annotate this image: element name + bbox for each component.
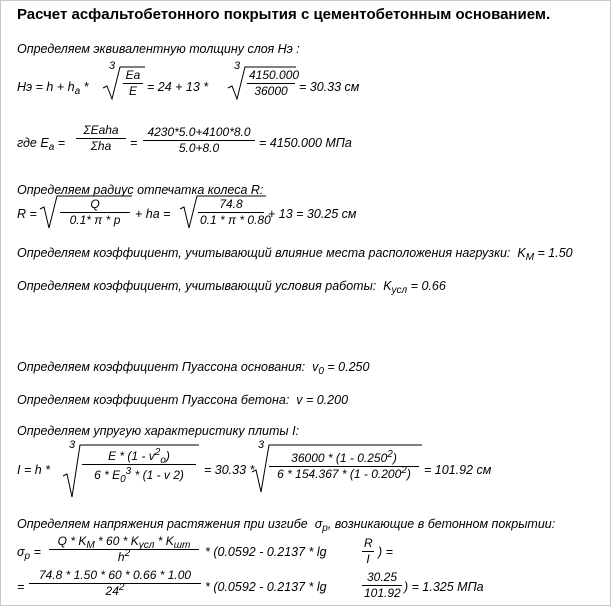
ea-result: = 4150.000 МПа	[259, 136, 352, 150]
hequiv-lhs: Hэ = $h + h_a$ *	[17, 80, 89, 97]
page-title: Расчет асфальтобетонного покрытия с цементобетонным основанием.	[17, 6, 551, 23]
stiff-heading: Определяем упругую характеристику плиты I:	[17, 424, 300, 438]
stress-mid-2: * (0.0592 - 0.2137 * lg	[205, 580, 327, 594]
stiff-root-index: 3	[69, 439, 76, 451]
stiff-fraction: $\frac{E * (1 - v^2_o)}{6 * E_0^3 * (1 - v 2)}$	[82, 448, 196, 482]
stress-eq2: =	[17, 580, 25, 594]
ea-eq: =	[130, 136, 138, 150]
stress-lg-fraction: $\frac{R}{I}$	[364, 536, 373, 566]
kshst-line2	[17, 326, 20, 340]
stress-end: ) =	[378, 545, 393, 559]
radius-fraction-2: $\frac{74.8}{0.1 * \pi * 0.80}$	[200, 197, 271, 227]
hequiv-result: = 30.33 см	[299, 80, 360, 94]
kusl-line: Определяем коэффициент, учитывающий условия работы: $K_{усл} = 0.66$	[17, 279, 446, 296]
stress-fraction-2: $\frac{74.8 * 1.50 * 60 * 0.66 * 1.00}{24^2}$	[29, 569, 201, 598]
stiff-root-index-2: 3	[258, 439, 265, 451]
v-line: Определяем коэффициент Пуассона бетона: v = 0.200	[17, 393, 349, 407]
radius-result: + 13 = 30.25 см	[268, 207, 357, 221]
radius-plus-ha: + ha =	[135, 207, 171, 221]
stress-lhs: $\sigma_p$ =	[17, 545, 41, 562]
hequiv-subst: = 24 + 13 *	[147, 80, 209, 94]
stress-result: ) = 1.325 МПа	[404, 580, 484, 594]
v0-line: Определяем коэффициент Пуассона основания: $v_0 = 0.250$	[17, 360, 370, 377]
stiff-subst: = 30.33 *	[204, 463, 255, 477]
stress-heading: Определяем напряжения растяжения при изгибе $\sigma_p$, возникающие в бетонном покрытии:	[17, 517, 556, 534]
hequiv-root-index-2: 3	[234, 60, 241, 72]
radius-fraction: $\frac{Q}{0.1* \pi * p}$	[60, 198, 130, 227]
stress-mid: * (0.0592 - 0.2137 * lg	[205, 545, 327, 559]
stiff-lhs: I = h *	[17, 463, 51, 477]
stress-lg-fraction-2: $\frac{30.25}{101.92}$	[364, 570, 401, 600]
hequiv-fraction: $\frac{Ea}{E}$	[123, 69, 143, 98]
stiff-fraction-2: $\frac{36000 * (1 - 0.250^2)}{6 * 154.367 * (1 - 0.200^2)}$	[269, 452, 419, 481]
ea-fraction: ΣEaha Σha	[76, 124, 126, 153]
ea-fraction-2: $\frac{4230*5.0+4100*8.0}{5.0+8.0}$	[143, 126, 255, 155]
km-line: Определяем коэффициент, учитывающий влияние места расположения нагрузки: $K_M = 1.50$	[17, 246, 573, 263]
radius-lhs: R =	[17, 207, 37, 221]
stiff-result: = 101.92 см	[424, 463, 492, 477]
ea-lhs: где $E_a$ =	[17, 136, 66, 153]
stress-fraction: Q * $K_M * 60 * K_{усл} * K_{шт}$ $h^2$	[49, 535, 199, 564]
hequiv-root-index: 3	[109, 60, 116, 72]
radius-heading: Определяем радиус отпечатка колеса R:	[17, 183, 264, 197]
hequiv-fraction-2: $\frac{4150.000}{36000}$	[249, 68, 300, 98]
hequiv-heading: Определяем эквивалентную толщину слоя Hэ :	[17, 42, 300, 56]
